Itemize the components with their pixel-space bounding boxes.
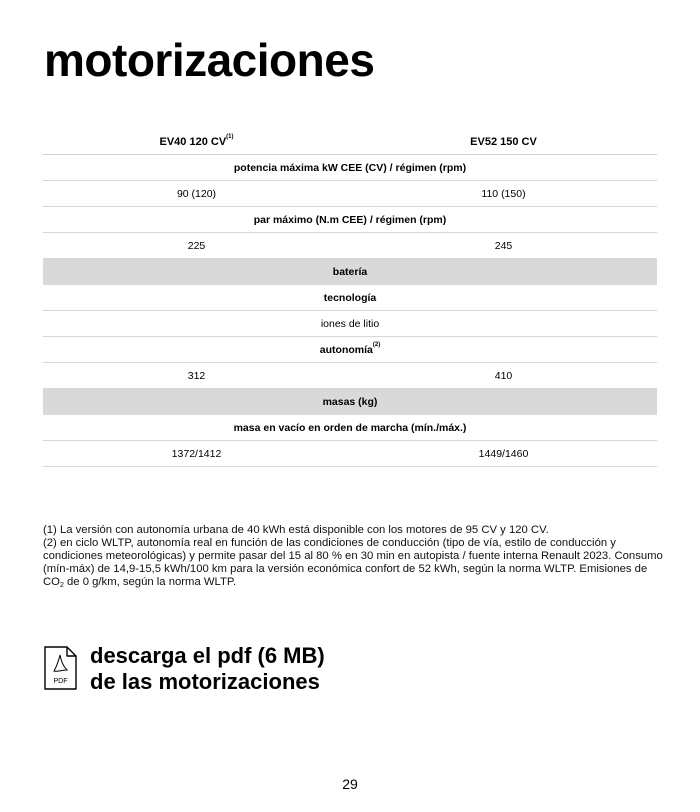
technology-value-row (43, 311, 657, 337)
technology-label: tecnología (323, 291, 377, 304)
battery-section-label: batería (332, 266, 368, 278)
column-header-ev52: EV52 150 CV (470, 135, 537, 148)
mass-section-label: masas (kg) (322, 396, 378, 408)
page-number: 29 (342, 776, 358, 792)
mass-value-ev40: 1372/1412 (171, 447, 222, 460)
power-label: potencia máxima kW CEE (CV) / régimen (rpm) (233, 161, 467, 174)
power-value-ev40: 90 (120) (176, 187, 217, 200)
power-values-row (43, 181, 657, 207)
autonomy-label: autonomía$^{(2)}$ (319, 341, 381, 356)
download-pdf-link[interactable] (43, 643, 325, 695)
autonomy-label-row (43, 337, 657, 363)
table-header-row (43, 129, 657, 155)
autonomy-value-ev40: 312 (187, 369, 206, 382)
power-value-ev52: 110 (150) (481, 187, 526, 200)
download-label-line2: de las motorizaciones (90, 669, 320, 694)
technology-label-row (43, 285, 657, 311)
torque-value-ev52: 245 (494, 239, 513, 252)
battery-section-row (43, 259, 657, 285)
power-label-row (43, 155, 657, 181)
footnote-2: (2) en ciclo WLTP, autonomía real en función de las condiciones de conducción (tipo de vía, estilo de conducción y condiciones meteorológicas) y permite pasar del 15 al 80 % en 30 min en autopista / fuente interna Renault 2023. Consumo (mín-máx) de 14,9-15,5 kWh/100 km para la versión económica confort de 52 kWh, según la norma WLTP. Emisiones de $CO_2$ de 0 g/km, según la norma WLTP. (43, 536, 663, 589)
mass-value-ev52: 1449/1460 (478, 447, 529, 460)
mass-label-row (43, 415, 657, 441)
autonomy-values-row (43, 363, 657, 389)
technology-value: iones de litio (320, 317, 380, 330)
footnote-1: (1) La versión con autonomía urbana de 40 kWh está disponible con los motores de 95 CV y 120 CV. (43, 524, 549, 536)
mass-label: masa en vacío en orden de marcha (mín./máx.) (233, 421, 467, 434)
specs-table (43, 129, 657, 467)
mass-values-row (43, 441, 657, 467)
download-label-line1: descarga el pdf (6 MB) (90, 643, 325, 668)
download-label (90, 643, 325, 695)
autonomy-value-ev52: 410 (494, 369, 513, 382)
pdf-file-icon (43, 646, 77, 690)
svg-text:PDF: PDF (53, 678, 68, 685)
mass-section-row (43, 389, 657, 415)
page-title: motorizaciones (44, 34, 375, 86)
footnotes (43, 524, 663, 591)
torque-label: par máximo (N.m CEE) / régimen (rpm) (253, 213, 447, 226)
torque-values-row (43, 233, 657, 259)
column-header-ev40: EV40 120 CV$^{(1)}$ (159, 133, 234, 148)
torque-value-ev40: 225 (187, 239, 206, 252)
torque-label-row (43, 207, 657, 233)
